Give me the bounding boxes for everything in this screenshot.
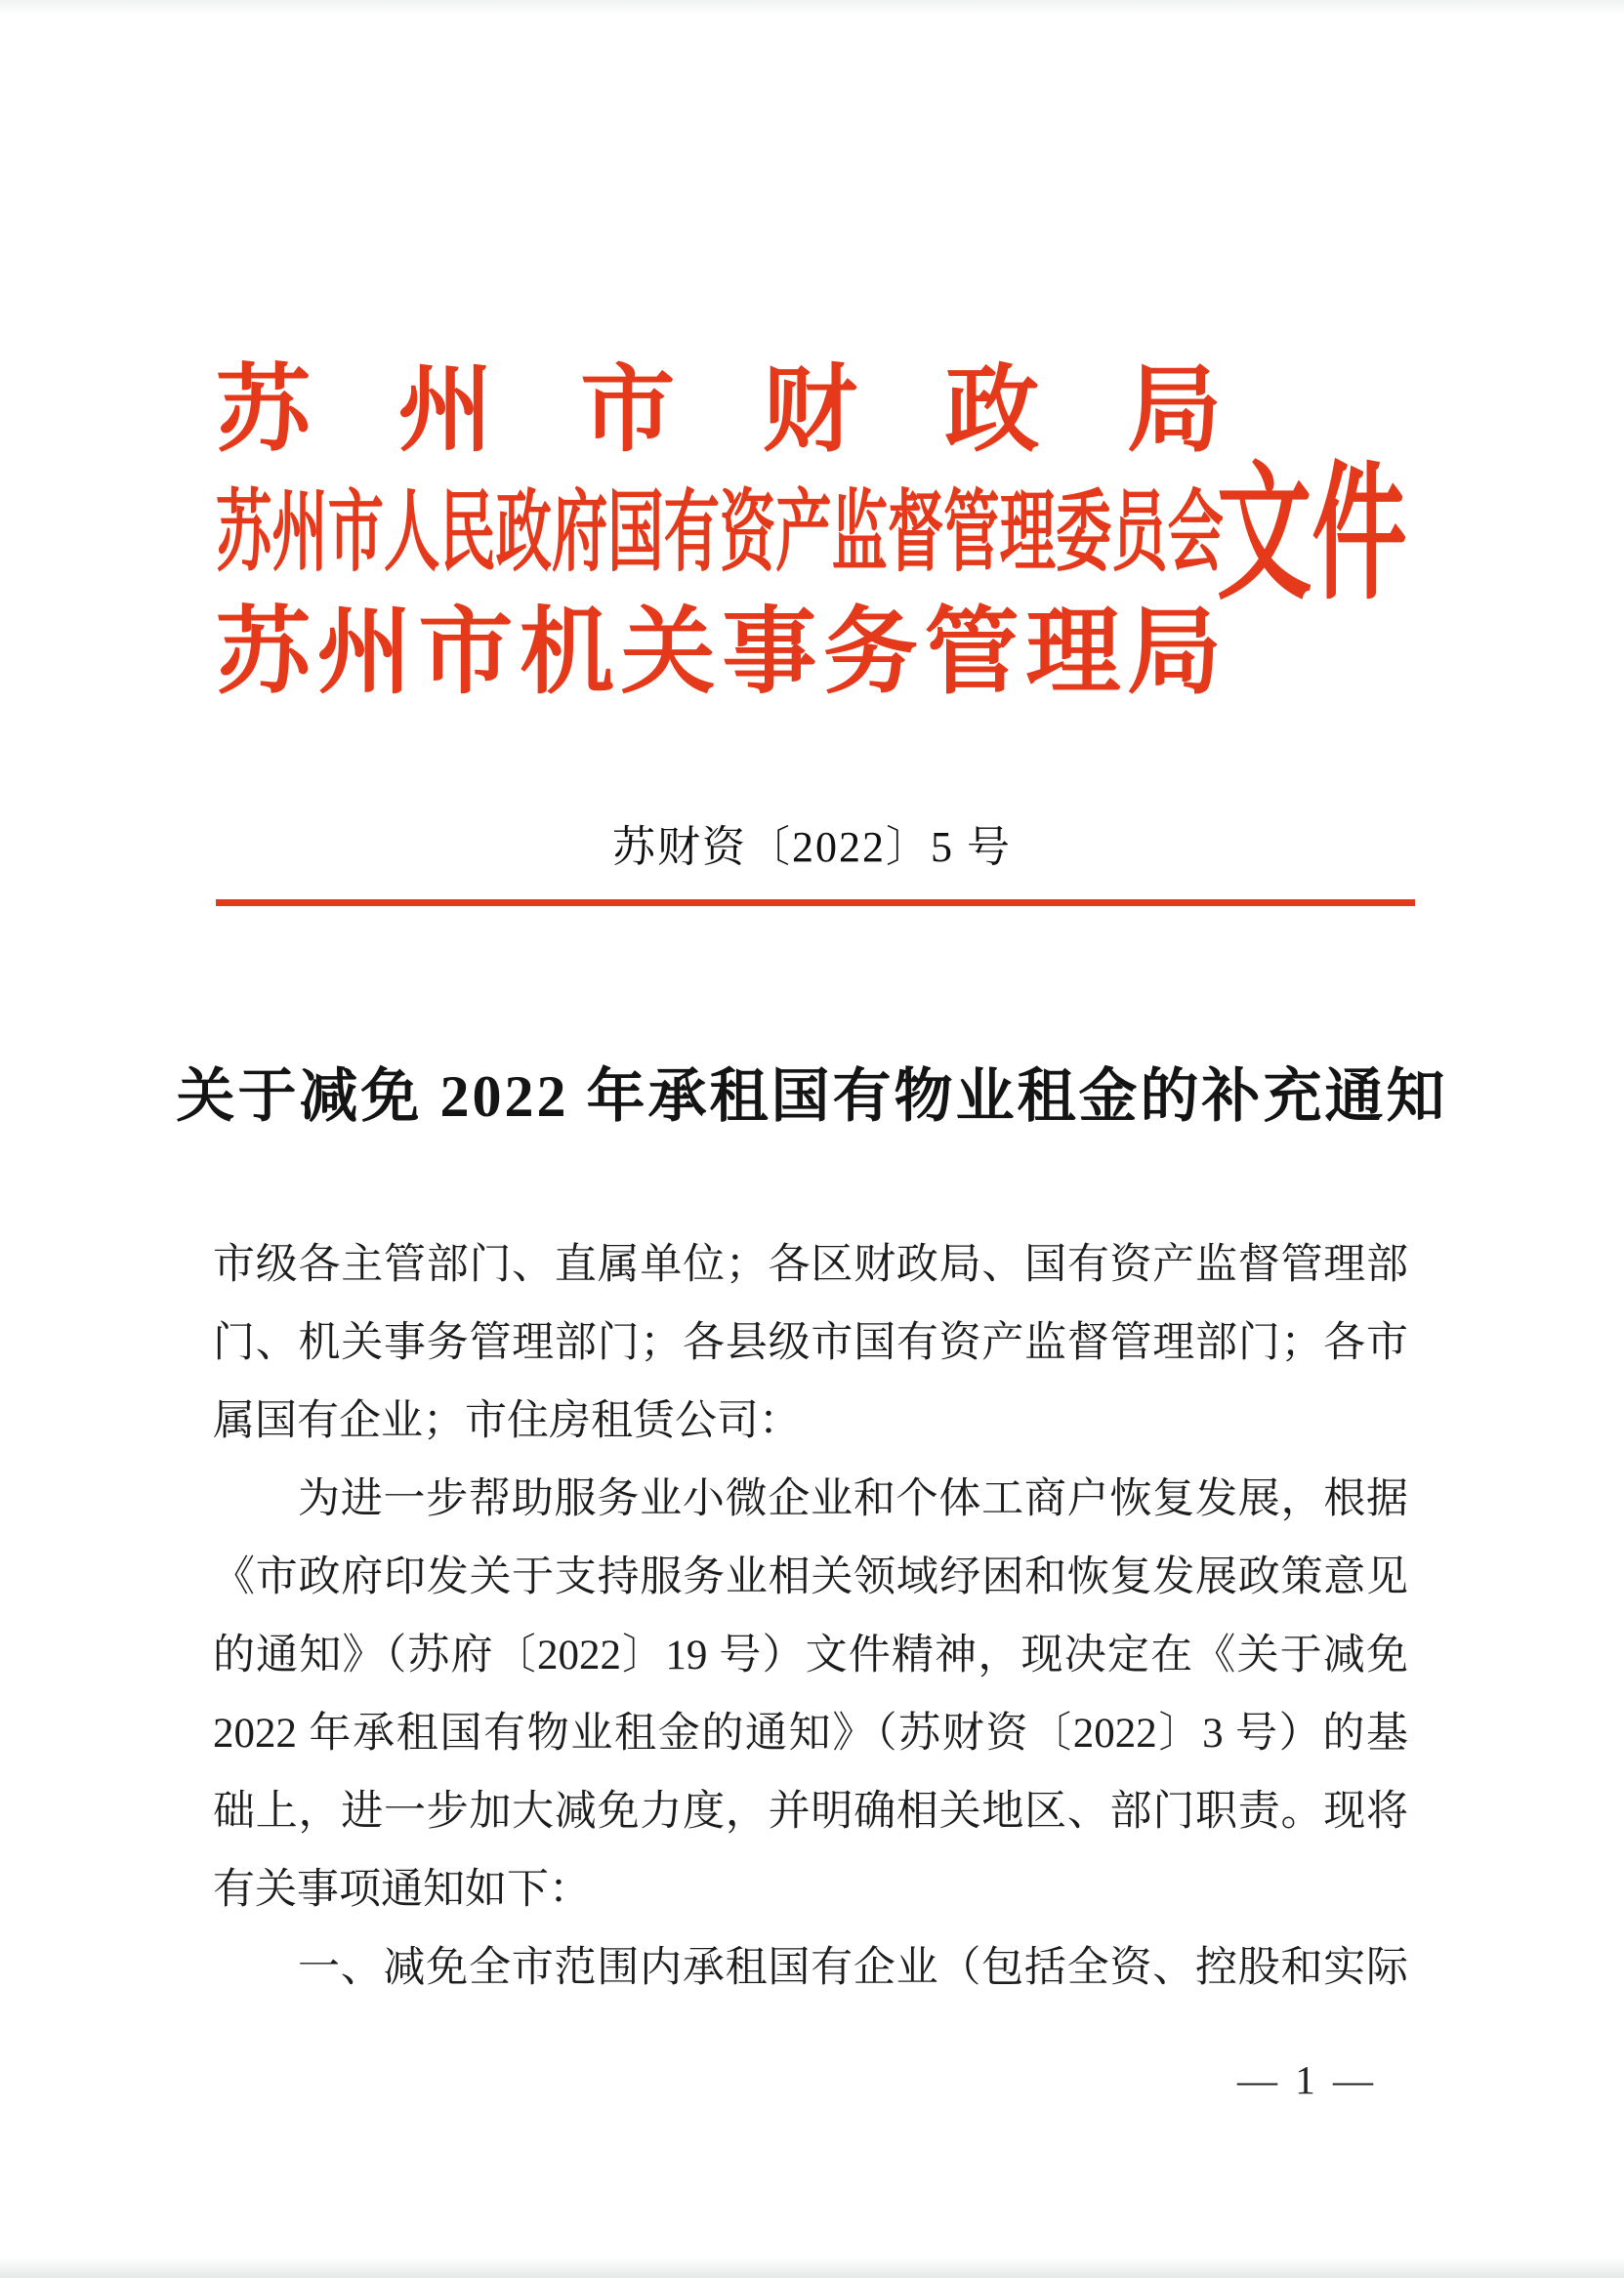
document-title: 关于减免 2022 年承租国有物业租金的补充通知	[176, 1064, 1448, 1129]
letterhead-doc-type-label: 文件	[1217, 453, 1407, 617]
body-line-1: 市级各主管部门、直属单位；各区财政局、国有资产监督管理部	[213, 1242, 1408, 1288]
body-line-5: 《市政府印发关于支持服务业相关领域纾困和恢复发展政策意见	[213, 1554, 1408, 1600]
body-line-3: 属国有企业；市住房租赁公司：	[213, 1398, 801, 1444]
body-line-7: 2022 年承租国有物业租金的通知》（苏财资〔2022〕3 号）的基	[213, 1711, 1408, 1757]
scan-edge-top	[0, 0, 1624, 16]
body-line-8: 础上，进一步加大减免力度，并明确相关地区、部门职责。现将	[213, 1789, 1408, 1835]
page-number: — 1 —	[1237, 2057, 1377, 2102]
body-line-10: 一、减免全市范围内承租国有企业（包括全资、控股和实际	[298, 1945, 1408, 1991]
body-line-9: 有关事项通知如下：	[213, 1867, 591, 1913]
letterhead-org-2-wrap	[216, 483, 1228, 582]
letterhead-divider-rule	[216, 899, 1415, 906]
body-line-6: 的通知》（苏府〔2022〕19 号）文件精神，现决定在《关于减免	[213, 1633, 1408, 1678]
document-number: 苏财资〔2022〕5 号	[612, 823, 1012, 871]
letterhead-org-2: 苏州市人民政府国有资产监督管理委员会	[216, 483, 1224, 582]
document-body	[213, 1226, 1408, 2008]
body-line-2: 门、机关事务管理部门；各县级市国有资产监督管理部门；各市	[213, 1320, 1408, 1366]
letterhead-org-3: 苏州市机关事务管理局	[216, 601, 1222, 705]
letterhead-org-1: 苏州市财政局	[216, 358, 1222, 463]
scan-edge-bottom	[0, 2259, 1624, 2278]
body-line-4: 为进一步帮助服务业小微企业和个体工商户恢复发展，根据	[298, 1476, 1408, 1522]
